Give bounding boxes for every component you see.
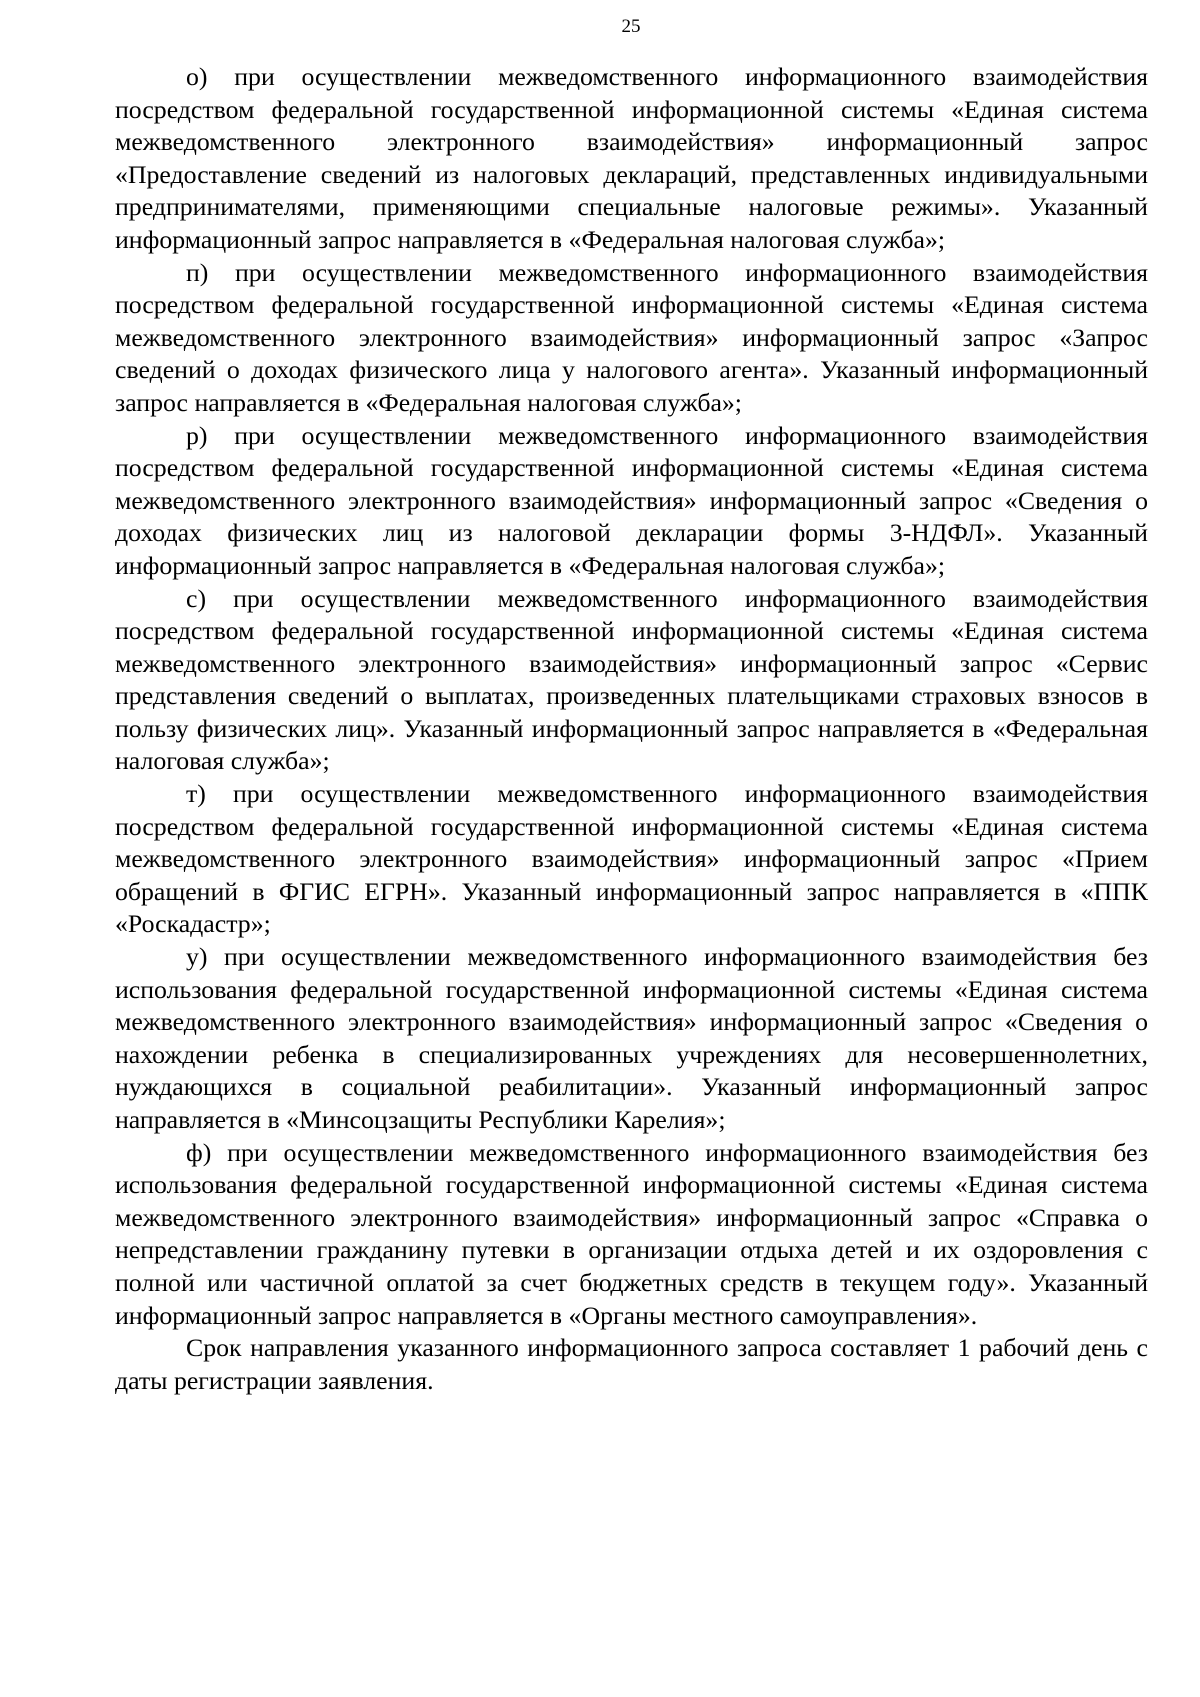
document-body: [115, 61, 1148, 1397]
paragraph-o: о) при осуществлении межведомственного информационного взаимодействия посредством федеральной государственной информационной системы «Единая система межведомственного электронного взаимодействия» информационный запрос «Предоставление сведений из налоговых деклараций, представленных индивидуальными предпринимателями, применяющими специальные налоговые режимы». Указанный информационный запрос направляется в «Федеральная налоговая служба»;: [115, 62, 1148, 254]
paragraph-deadline: Срок направления указанного информационного запроса составляет 1 рабочий день с даты регистрации заявления.: [115, 1333, 1148, 1395]
page-number: 25: [621, 16, 641, 37]
paragraph-r: р) при осуществлении межведомственного информационного взаимодействия посредством федеральной государственной информационной системы «Единая система межведомственного электронного взаимодействия» информационный запрос «Сведения о доходах физических лиц из налоговой декларации формы 3-НДФЛ». Указанный информационный запрос направляется в «Федеральная налоговая служба»;: [115, 420, 1148, 580]
paragraph-f: ф) при осуществлении межведомственного информационного взаимодействия без использования федеральной государственной информационной системы «Единая система межведомственного электронного взаимодействия» информационный запрос «Справка о непредставлении гражданину путевки в организации отдыха детей и их оздоровления с полной или частичной оплатой за счет бюджетных средств в текущем году». Указанный информационный запрос направляется в «Органы местного самоуправления».: [115, 1137, 1148, 1330]
paragraph-t: т) при осуществлении межведомственного информационного взаимодействия посредством федеральной государственной информационной системы «Единая система межведомственного электронного взаимодействия» информационный запрос «Прием обращений в ФГИС ЕГРН». Указанный информационный запрос направляется в «ППК «Роскадастр»;: [115, 779, 1148, 939]
paragraph-u: у) при осуществлении межведомственного информационного взаимодействия без использования федеральной государственной информационной системы «Единая система межведомственного электронного взаимодействия» информационный запрос «Сведения о нахождении ребенка в специализированных учреждениях для несовершеннолетних, нуждающихся в социальной реабилитации». Указанный информационный запрос направляется в «Минсоцзащиты Республики Карелия»;: [115, 942, 1148, 1134]
paragraph-s: с) при осуществлении межведомственного информационного взаимодействия посредством федеральной государственной информационной системы «Единая система межведомственного электронного взаимодействия» информационный запрос «Сервис представления сведений о выплатах, произведенных плательщиками страховых взносов в пользу физических лиц». Указанный информационный запрос направляется в «Федеральная налоговая служба»;: [115, 583, 1148, 776]
paragraph-p: п) при осуществлении межведомственного информационного взаимодействия посредством федеральной государственной информационной системы «Единая система межведомственного электронного взаимодействия» информационный запрос «Запрос сведений о доходах физического лица у налогового агента». Указанный информационный запрос направляется в «Федеральная налоговая служба»;: [115, 257, 1148, 417]
